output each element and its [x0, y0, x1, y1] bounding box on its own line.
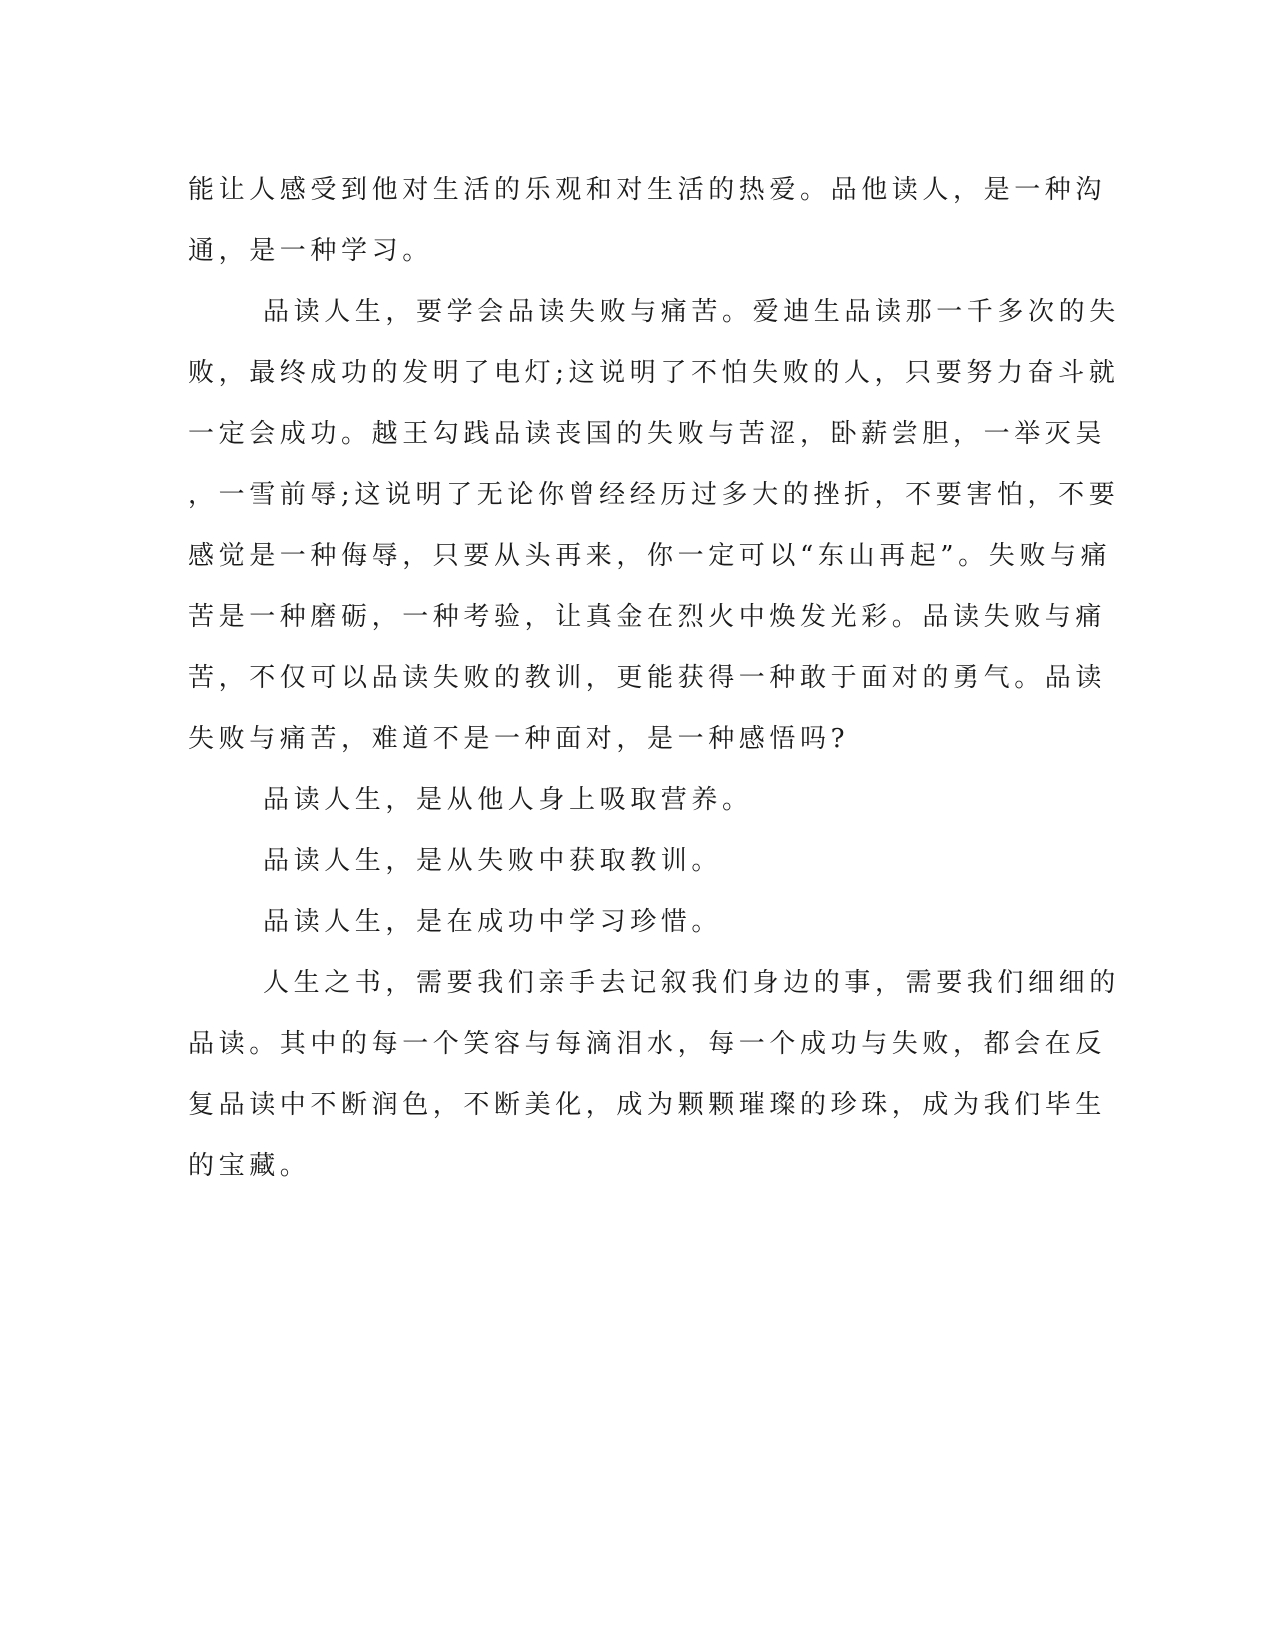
text-line: 的宝藏。	[188, 1151, 311, 1181]
paragraph-2	[188, 282, 1120, 770]
paragraph-4	[188, 831, 1088, 892]
text-line: 品读人生，是从失败中获取教训。	[263, 846, 723, 876]
text-line: 苦，不仅可以品读失败的教训，更能获得一种敢于面对的勇气。品读	[188, 663, 1107, 693]
text-line: 品读人生，是在成功中学习珍惜。	[263, 907, 723, 937]
text-line: 人生之书，需要我们亲手去记叙我们身边的事，需要我们细细的	[263, 968, 1120, 998]
paragraph-5	[188, 892, 1088, 953]
paragraph-3	[188, 770, 1088, 831]
text-line: 复品读中不断润色，不断美化，成为颗颗璀璨的珍珠，成为我们毕生	[188, 1090, 1107, 1120]
text-line: 败，最终成功的发明了电灯;这说明了不怕失败的人，只要努力奋斗就	[188, 358, 1120, 388]
paragraph-1	[188, 160, 1107, 282]
text-line: 品读人生，是从他人身上吸取营养。	[263, 785, 753, 815]
body-text	[188, 160, 1120, 1197]
text-line: 一定会成功。越王勾践品读丧国的失败与苦涩，卧薪尝胆，一举灭吴	[188, 419, 1107, 449]
text-line: 能让人感受到他对生活的乐观和对生活的热爱。品他读人，是一种沟	[188, 175, 1107, 205]
text-line: 品读人生，要学会品读失败与痛苦。爱迪生品读那一千多次的失	[263, 297, 1120, 327]
text-line: ，一雪前辱;这说明了无论你曾经经历过多大的挫折，不要害怕，不要	[188, 480, 1120, 510]
text-line: 品读。其中的每一个笑容与每滴泪水，每一个成功与失败，都会在反	[188, 1029, 1107, 1059]
text-line: 苦是一种磨砺，一种考验，让真金在烈火中焕发光彩。品读失败与痛	[188, 602, 1107, 632]
text-line: 感觉是一种侮辱，只要从头再来，你一定可以“东山再起”。失败与痛	[188, 541, 1112, 571]
text-line: 通，是一种学习。	[188, 236, 433, 266]
text-line: 失败与痛苦，难道不是一种面对，是一种感悟吗?	[188, 724, 850, 754]
paragraph-6	[188, 953, 1120, 1197]
